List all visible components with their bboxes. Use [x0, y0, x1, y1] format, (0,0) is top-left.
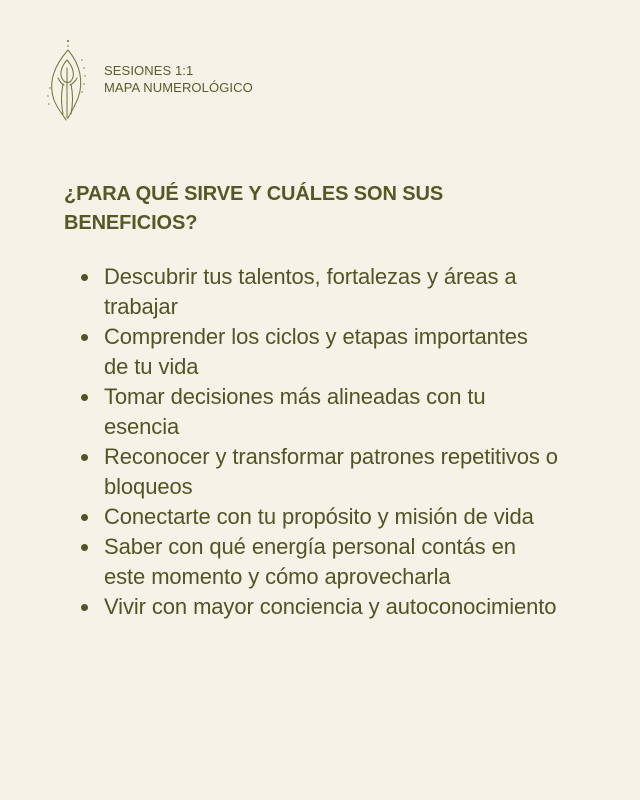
list-item: Comprender los ciclos y etapas importantes de tu vida	[78, 322, 558, 382]
feather-leaf-icon	[44, 38, 86, 122]
benefits-list	[78, 262, 558, 622]
page-title: ¿PARA QUÉ SIRVE Y CUÁLES SON SUS BENEFICIOS?	[64, 183, 444, 234]
list-item: Vivir con mayor conciencia y autoconocimiento	[78, 592, 558, 622]
list-item: Descubrir tus talentos, fortalezas y áreas a trabajar	[78, 262, 558, 322]
list-item: Tomar decisiones más alineadas con tu esencia	[78, 382, 558, 442]
brand-line-map: MAPA NUMEROLÓGICO	[104, 80, 253, 95]
list-item: Saber con qué energía personal contás en este momento y cómo aprovecharla	[78, 532, 558, 592]
list-item: Conectarte con tu propósito y misión de vida	[78, 502, 558, 532]
brand-line-sessions: SESIONES 1:1	[104, 63, 194, 78]
brand-text	[104, 62, 253, 96]
list-item: Reconocer y transformar patrones repetitivos o bloqueos	[78, 442, 558, 502]
